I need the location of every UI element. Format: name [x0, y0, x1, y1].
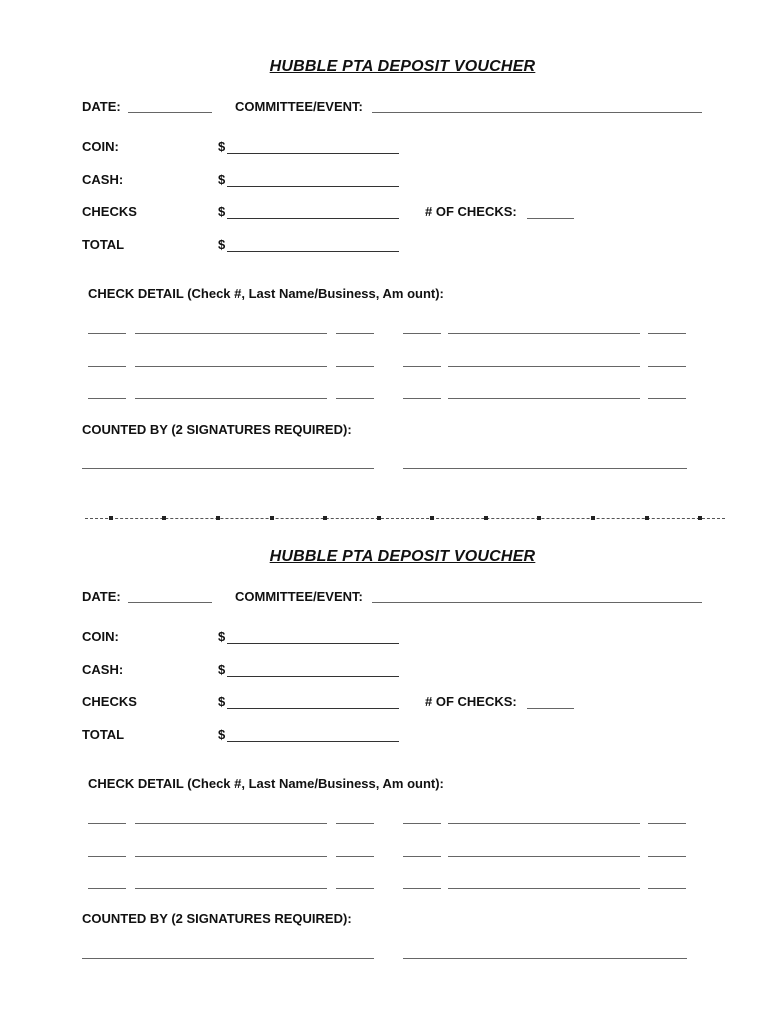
committee-field[interactable] — [372, 112, 702, 113]
total-label: TOTAL — [82, 237, 125, 252]
check-name-field[interactable] — [448, 856, 640, 857]
check-amount-field[interactable] — [648, 366, 686, 367]
check-amount-field[interactable] — [648, 856, 686, 857]
check-amount-field[interactable] — [648, 823, 686, 824]
check-amount-field[interactable] — [336, 398, 374, 399]
num-checks-label: # OF CHECKS: — [425, 204, 517, 219]
checks-label: CHECKS — [82, 204, 137, 219]
total-label: TOTAL — [82, 727, 125, 742]
coin-dollar-sign: $ — [218, 629, 226, 644]
check-detail-label: CHECK DETAIL (Check #, Last Name/Business, Am ount): — [88, 286, 444, 301]
checks-amount-field[interactable] — [227, 708, 399, 709]
check-number-field[interactable] — [403, 888, 441, 889]
check-name-field[interactable] — [448, 366, 640, 367]
committee-label: COMMITTEE/EVENT: — [235, 99, 363, 114]
check-name-field[interactable] — [135, 823, 327, 824]
check-amount-field[interactable] — [336, 823, 374, 824]
total-amount-field[interactable] — [227, 741, 399, 742]
check-name-field[interactable] — [448, 398, 640, 399]
committee-label: COMMITTEE/EVENT: — [235, 589, 363, 604]
date-label: DATE: — [82, 99, 121, 114]
total-dollar-sign: $ — [218, 727, 226, 742]
check-name-field[interactable] — [135, 366, 327, 367]
counted-by-label: COUNTED BY (2 SIGNATURES REQUIRED): — [82, 422, 352, 437]
signature-field-1[interactable] — [82, 468, 374, 469]
signature-field-2[interactable] — [403, 468, 687, 469]
check-number-field[interactable] — [403, 823, 441, 824]
signature-field-1[interactable] — [82, 958, 374, 959]
check-number-field[interactable] — [403, 333, 441, 334]
checks-label: CHECKS — [82, 694, 137, 709]
check-number-field[interactable] — [88, 856, 126, 857]
date-label: DATE: — [82, 589, 121, 604]
cash-label: CASH: — [82, 172, 124, 187]
total-dollar-sign: $ — [218, 237, 226, 252]
voucher-title: HUBBLE PTA DEPOSIT VOUCHER — [269, 548, 536, 565]
check-number-field[interactable] — [88, 823, 126, 824]
coin-amount-field[interactable] — [227, 643, 399, 644]
check-amount-field[interactable] — [336, 856, 374, 857]
check-amount-field[interactable] — [336, 333, 374, 334]
checks-dollar-sign: $ — [218, 694, 226, 709]
coin-amount-field[interactable] — [227, 153, 399, 154]
check-name-field[interactable] — [135, 333, 327, 334]
counted-by-label: COUNTED BY (2 SIGNATURES REQUIRED): — [82, 911, 352, 926]
cash-amount-field[interactable] — [227, 186, 399, 187]
total-amount-field[interactable] — [227, 251, 399, 252]
check-name-field[interactable] — [448, 823, 640, 824]
check-name-field[interactable] — [448, 333, 640, 334]
check-number-field[interactable] — [403, 366, 441, 367]
check-number-field[interactable] — [403, 856, 441, 857]
date-field[interactable] — [128, 112, 212, 113]
check-amount-field[interactable] — [648, 333, 686, 334]
coin-label: COIN: — [82, 139, 119, 154]
check-detail-label: CHECK DETAIL (Check #, Last Name/Business, Am ount): — [88, 776, 444, 791]
cash-dollar-sign: $ — [218, 662, 226, 677]
check-number-field[interactable] — [88, 398, 126, 399]
check-name-field[interactable] — [135, 888, 327, 889]
voucher-title: HUBBLE PTA DEPOSIT VOUCHER — [269, 58, 536, 75]
check-number-field[interactable] — [88, 366, 126, 367]
check-name-field[interactable] — [135, 856, 327, 857]
check-number-field[interactable] — [403, 398, 441, 399]
committee-field[interactable] — [372, 602, 702, 603]
num-checks-field[interactable] — [527, 218, 574, 219]
voucher-top — [0, 0, 770, 437]
check-amount-field[interactable] — [648, 398, 686, 399]
num-checks-label: # OF CHECKS: — [425, 694, 517, 709]
coin-label: COIN: — [82, 629, 119, 644]
check-amount-field[interactable] — [336, 366, 374, 367]
check-amount-field[interactable] — [648, 888, 686, 889]
coin-dollar-sign: $ — [218, 139, 226, 154]
check-name-field[interactable] — [448, 888, 640, 889]
cash-dollar-sign: $ — [218, 172, 226, 187]
num-checks-field[interactable] — [527, 708, 574, 709]
checks-dollar-sign: $ — [218, 204, 226, 219]
cash-label: CASH: — [82, 662, 124, 677]
check-number-field[interactable] — [88, 888, 126, 889]
check-amount-field[interactable] — [336, 888, 374, 889]
cash-amount-field[interactable] — [227, 676, 399, 677]
voucher-bottom — [0, 490, 770, 926]
check-number-field[interactable] — [88, 333, 126, 334]
signature-field-2[interactable] — [403, 958, 687, 959]
checks-amount-field[interactable] — [227, 218, 399, 219]
check-name-field[interactable] — [135, 398, 327, 399]
date-field[interactable] — [128, 602, 212, 603]
